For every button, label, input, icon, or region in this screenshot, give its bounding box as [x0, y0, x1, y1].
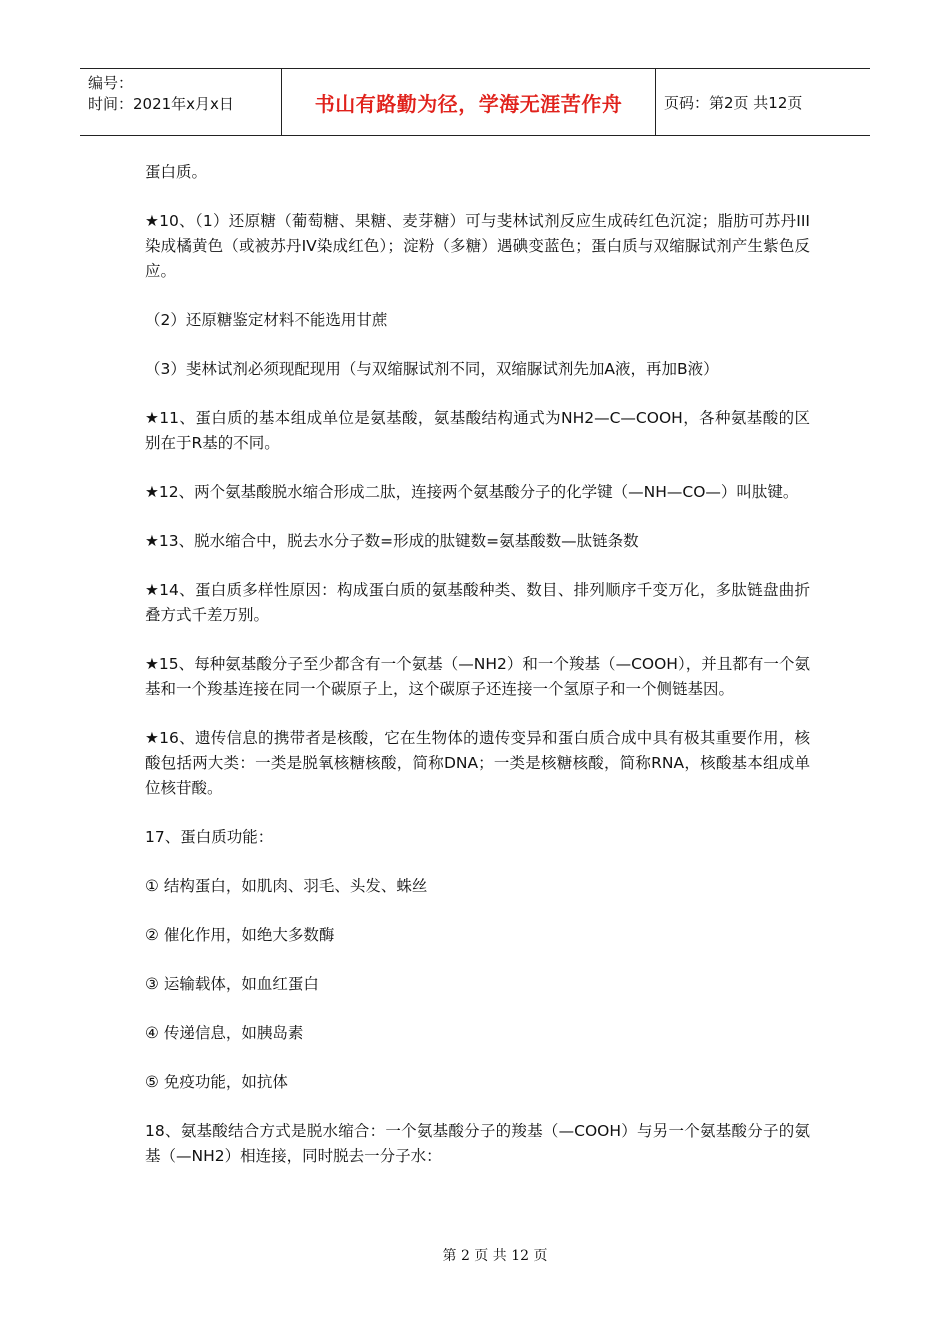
paragraph: ★15、每种氨基酸分子至少都含有一个氨基（—NH2）和一个羧基（—COOH），并且都有一个氨基和一个羧基连接在同一个碳原子上，这个碳原子还连接一个氢原子和一个侧链基因。 [145, 655, 810, 698]
paragraph: ★10、（1）还原糖（葡萄糖、果糖、麦芽糖）可与斐林试剂反应生成砖红色沉淀；脂肪可苏丹III染成橘黄色（或被苏丹IV染成红色）；淀粉（多糖）遇碘变蓝色；蛋白质与双缩脲试剂产生紫色反应。 [145, 212, 810, 280]
header-meta [80, 69, 282, 135]
paragraph: （2）还原糖鉴定材料不能选用甘蔗 [145, 311, 388, 329]
list-item: ③ 运输载体，如血红蛋白 [145, 975, 319, 993]
paragraph: ★14、蛋白质多样性原因：构成蛋白质的氨基酸种类、数目、排列顺序千变万化，多肽链盘曲折叠方式千差万别。 [145, 581, 810, 624]
list-heading: 17、蛋白质功能： [145, 828, 274, 846]
paragraph: ★13、脱水缩合中，脱去水分子数=形成的肽键数=氨基酸数—肽链条数 [145, 532, 639, 550]
header-page-cell [656, 69, 870, 135]
list-item: ④ 传递信息，如胰岛素 [145, 1024, 304, 1042]
page-footer [0, 1245, 950, 1265]
paragraph: ★16、遗传信息的携带者是核酸，它在生物体的遗传变异和蛋白质合成中具有极其重要作用，核酸包括两大类：一类是脱氧核糖核酸，简称DNA；一类是核糖核酸，简称RNA，核酸基本组成单位核苷酸。 [145, 729, 810, 797]
paragraph: ★11、蛋白质的基本组成单位是氨基酸，氨基酸结构通式为NH2—C—COOH，各种氨基酸的区 别在于R基的不同。 [145, 409, 810, 452]
page-info: 页码：第2页 共12页 [664, 93, 803, 112]
motto-text: 书山有路勤为径，学海无涯苦作舟 [314, 91, 623, 116]
list-item: ⑤ 免疫功能，如抗体 [145, 1073, 288, 1091]
page-header [80, 68, 870, 136]
footer-page-number: 第 2 页 共 12 页 [442, 1248, 548, 1264]
document-body [145, 160, 810, 1193]
paragraph: 18、氨基酸结合方式是脱水缩合：一个氨基酸分子的羧基（—COOH）与另一个氨基酸分子的氨基（—NH2）相连接，同时脱去一分子水： [145, 1122, 810, 1165]
list-item: ② 催化作用，如绝大多数酶 [145, 926, 335, 944]
paragraph: （3）斐林试剂必须现配现用（与双缩脲试剂不同，双缩脲试剂先加A液，再加B液） [145, 360, 719, 378]
list-item: ① 结构蛋白，如肌肉、羽毛、头发、蛛丝 [145, 877, 428, 895]
date-label: 时间：2021年x月x日 [88, 95, 234, 113]
paragraph: ★12、两个氨基酸脱水缩合形成二肽，连接两个氨基酸分子的化学键（—NH—CO—）叫肽键。 [145, 483, 799, 501]
header-motto-cell [282, 69, 656, 135]
serial-label: 编号： [88, 74, 134, 92]
paragraph: 蛋白质。 [145, 163, 208, 181]
